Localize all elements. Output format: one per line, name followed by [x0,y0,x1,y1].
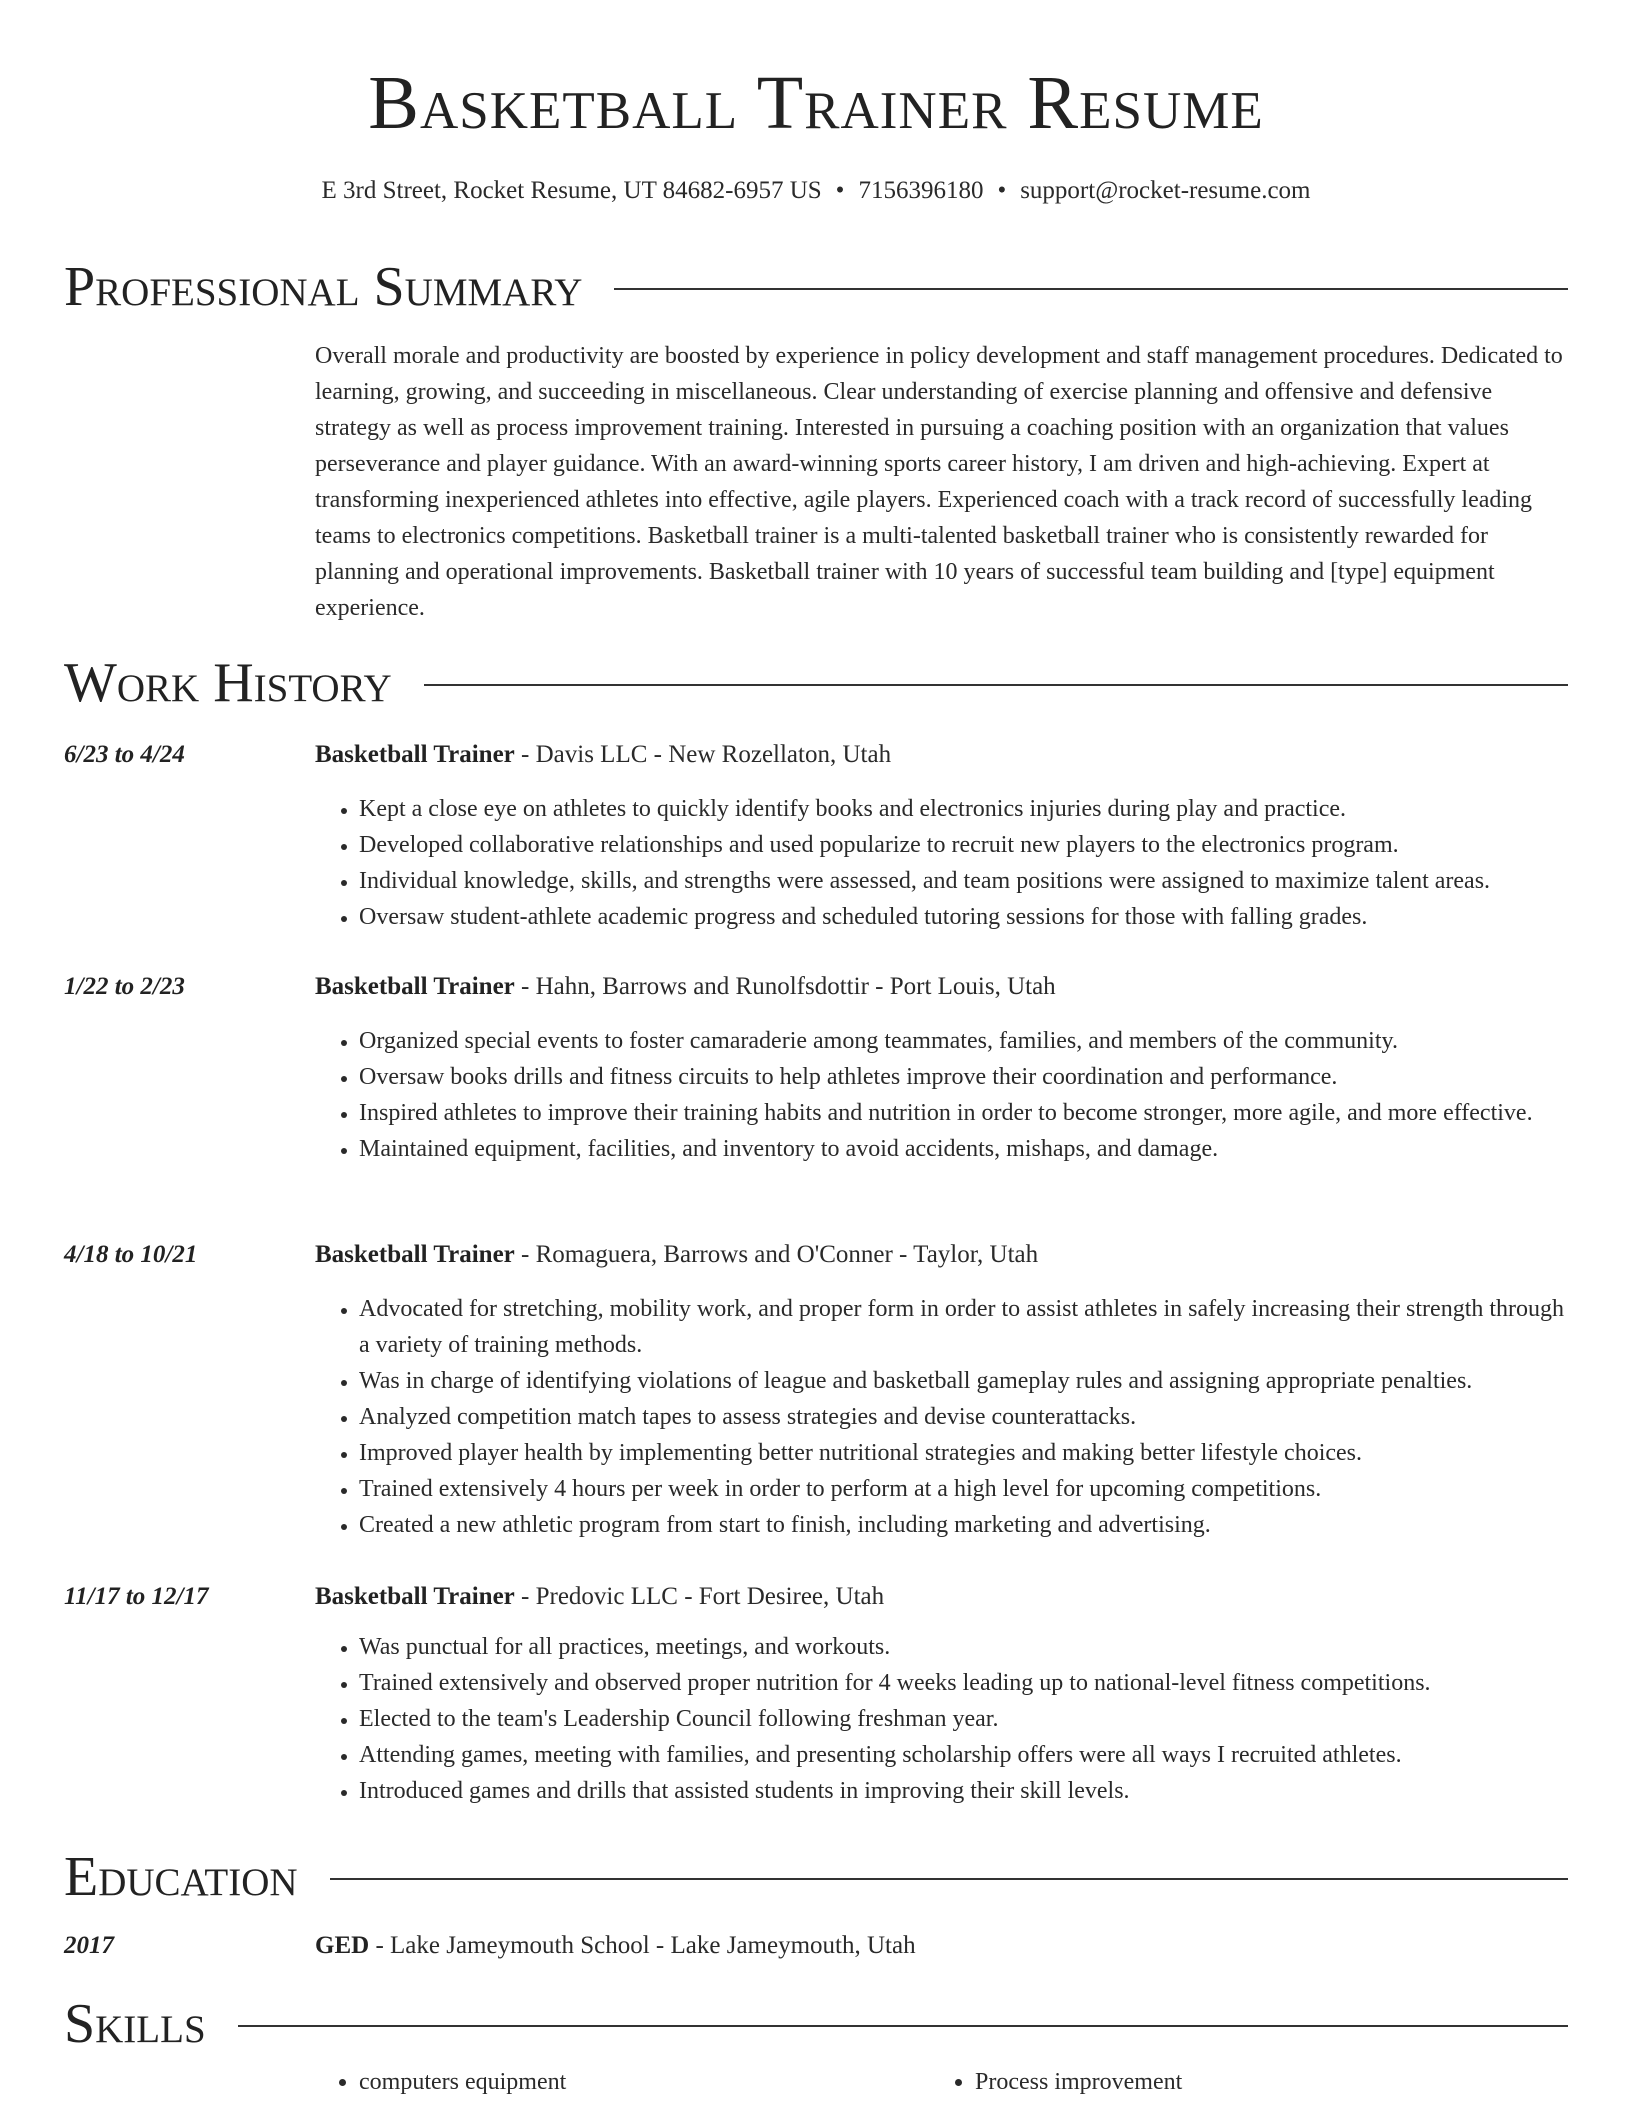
contact-separator: • [835,177,845,204]
job-role: Basketball Trainer [315,1241,515,1268]
education-degree: GED [315,1932,370,1959]
skills-column-left [315,2064,931,2100]
summary-text: Overall morale and productivity are boosted by experience in policy development and staff management procedures. Dedicated to learning, growing, and succeeding in miscellaneous. Clear understanding of exercise planning and offensive and defensive strategy as well as process improvement training. Interested in pursuing a coaching position with an organization that values perseverance and player guidance. With an award-winning sports career history, I am driven and high-achieving. Expert at transforming inexperienced athletes into effective, agile players. Experienced coach with a track record of successfully leading teams to electronics competitions. Basketball trainer is a multi-talented basketball trainer who is consistently rewarded for planning and operational improvements. Basketball trainer with 10 years of successful team building and [type] equipment experience. [315,343,1563,621]
job-bullet: • Created a new athletic program from start to finish, including marketing and advertising. [359,1507,1570,1543]
job-entry [64,969,1570,1167]
job-bullet: • Analyzed competition match tapes to assess strategies and devise counterattacks. [359,1399,1570,1435]
job-bullets [315,791,1570,935]
education-heading: Education [64,1846,298,1908]
job-bullet: • Organized special events to foster camaraderie among teammates, families, and members of the community. [359,1023,1570,1059]
job-employer: - Predovic LLC - Fort Desiree, Utah [514,1583,885,1610]
job-bullet: • Developed collaborative relationships and used popularize to recruit new players to the electronics program. [359,827,1570,863]
skills-section-header [64,1992,1568,2056]
job-title-line [315,969,1570,1005]
education-section-header [64,1845,1568,1909]
contact-phone: 7156396180 [858,177,984,204]
section-divider [330,1878,1568,1880]
skills-list [315,2064,1570,2100]
job-bullet: • Attending games, meeting with families, and presenting scholarship offers were all ways I recruited athletes. [359,1737,1570,1773]
job-entry [64,737,1570,935]
job-title-line [315,737,1570,773]
job-bullet: • Was in charge of identifying violations of league and basketball gameplay rules and assigning appropriate penalties. [359,1363,1570,1399]
job-bullet: • Improved player health by implementing better nutritional strategies and making better lifestyle choices. [359,1435,1570,1471]
section-divider [424,684,1568,686]
job-bullet: • Trained extensively 4 hours per week in order to perform at a high level for upcoming competitions. [359,1471,1570,1507]
job-title-line [315,1579,1570,1615]
job-employer: - Hahn, Barrows and Runolfsdottir - Port Louis, Utah [514,973,1056,1000]
job-dates: 11/17 to 12/17 [64,1583,209,1610]
job-entry [64,1579,1570,1809]
section-divider [238,2025,1568,2027]
job-bullet: • Inspired athletes to improve their training habits and nutrition in order to become stronger, more agile, and more effective. [359,1095,1570,1131]
job-bullet: • Kept a close eye on athletes to quickly identify books and electronics injuries during play and practice. [359,791,1570,827]
job-employer: - Romaguera, Barrows and O'Conner - Taylor, Utah [514,1241,1039,1268]
education-entry [64,1928,1570,1964]
job-bullets [315,1023,1570,1167]
job-bullet: • Oversaw student-athlete academic progress and scheduled tutoring sessions for those with falling grades. [359,899,1570,935]
job-title-line [315,1237,1570,1273]
skill-item: • computers equipment [359,2064,931,2100]
education-school: - Lake Jameymouth School - Lake Jameymouth, Utah [369,1932,916,1959]
summary-section-header [64,255,1568,319]
job-bullets [315,1291,1570,1543]
job-bullet: • Maintained equipment, facilities, and inventory to avoid accidents, mishaps, and damage. [359,1131,1570,1167]
education-year: 2017 [64,1932,114,1959]
job-bullets [315,1629,1570,1809]
job-dates: 6/23 to 4/24 [64,741,185,768]
job-employer: - Davis LLC - New Rozellaton, Utah [514,741,892,768]
job-bullet: • Trained extensively and observed proper nutrition for 4 weeks leading up to national-level fitness competitions. [359,1665,1570,1701]
job-bullet: • Individual knowledge, skills, and strengths were assessed, and team positions were assigned to maximize talent areas. [359,863,1570,899]
job-role: Basketball Trainer [315,741,515,768]
skill-item: • Process improvement [975,2064,1547,2100]
job-dates: 1/22 to 2/23 [64,973,185,1000]
skills-heading: Skills [64,1993,206,2055]
job-role: Basketball Trainer [315,1583,515,1610]
job-bullet: • Oversaw books drills and fitness circuits to help athletes improve their coordination and performance. [359,1059,1570,1095]
contact-separator: • [997,177,1007,204]
work-heading: Work History [64,652,392,714]
resume-title: Basketball Trainer Resume [368,61,1264,145]
work-section-header [64,651,1568,715]
section-divider [614,288,1568,290]
job-bullet: • Introduced games and drills that assisted students in improving their skill levels. [359,1773,1570,1809]
job-bullet: • Advocated for stretching, mobility work, and proper form in order to assist athletes in safely increasing their strength through a variety of training methods. [359,1291,1570,1363]
skills-column-right [931,2064,1547,2100]
job-bullet: • Elected to the team's Leadership Council following freshman year. [359,1701,1570,1737]
education-line [315,1928,1570,1964]
contact-email: support@rocket-resume.com [1020,177,1311,204]
job-entry [64,1237,1570,1543]
summary-heading: Professional Summary [64,256,583,318]
contact-line [0,174,1632,208]
job-role: Basketball Trainer [315,973,515,1000]
job-dates: 4/18 to 10/21 [64,1241,198,1268]
job-bullet: • Was punctual for all practices, meetings, and workouts. [359,1629,1570,1665]
contact-address: E 3rd Street, Rocket Resume, UT 84682-6957 US [321,177,822,204]
